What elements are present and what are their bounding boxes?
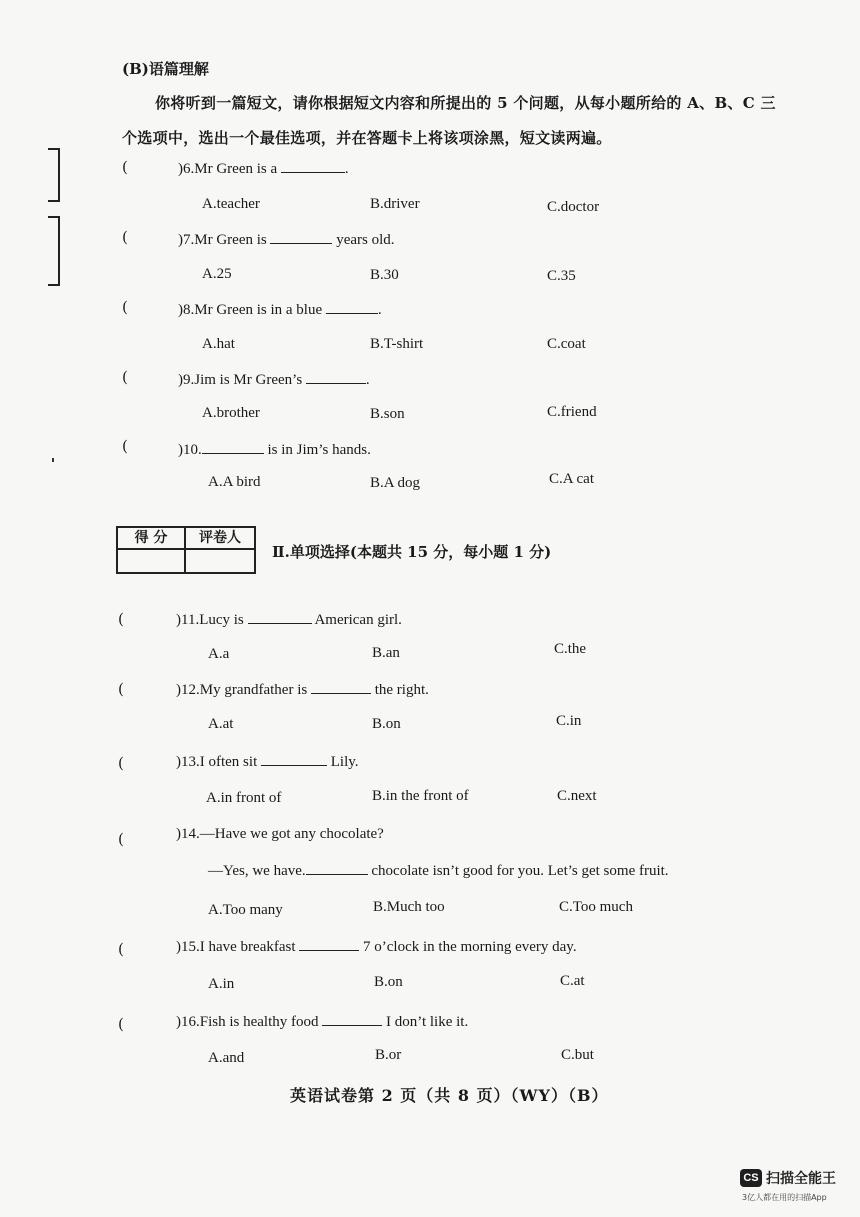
section-b-title: (B)语篇理解 [122,60,209,78]
section-2-title: Ⅱ.单项选择(本题共 15 分，每小题 1 分) [272,543,552,561]
page-footer: 英语试卷第 2 页（共 8 页）（WY）（B） [290,1086,609,1105]
answer-paren: ( [118,680,124,698]
answer-blank [311,681,371,694]
margin-dot [52,458,54,462]
margin-bracket [48,216,60,286]
answer-blank [202,441,264,454]
option-b: B.driver [370,196,420,212]
answer-paren: ( [118,610,124,628]
option-b: B.on [372,716,401,732]
score-table [116,526,256,574]
section-b-instructions-line1: 你将听到一篇短文，请你根据短文内容和所提出的 5 个问题，从每小题所给的 A、B、C 三 [155,94,776,112]
answer-paren: ( [118,1015,124,1033]
question-12-tail: the right. [370,682,429,698]
answer-blank [322,1013,382,1026]
option-a: A.and [208,1050,245,1066]
question-8-tail: . [377,302,382,318]
answer-blank [306,371,366,384]
option-b: B.A dog [370,475,421,491]
option-a: A.Too many [208,902,283,918]
answer-paren: ( [122,368,128,386]
answer-blank [326,301,378,314]
option-c: C.next [557,788,597,804]
option-b: B.on [374,974,403,990]
option-c: C.A cat [549,471,594,487]
question-10-tail: is in Jim’s hands. [263,442,371,458]
answer-paren: ( [122,158,128,176]
question-6-stem [178,160,349,178]
margin-bracket [48,148,60,202]
option-c: C.doctor [547,199,600,215]
question-6-tail: . [344,161,349,177]
cs-logo-icon: CS [740,1169,762,1187]
option-b: B.30 [370,267,399,283]
option-c: C.35 [547,268,576,284]
question-13-tail: Lily. [326,754,359,770]
option-a: A.25 [202,266,232,282]
question-7-stem [178,231,395,249]
question-9-text: )9.Jim is Mr Green’s [178,372,306,388]
question-14-reply-text: —Yes, we have. [208,863,306,879]
option-a: A.hat [202,336,235,352]
answer-blank [281,160,345,173]
option-a: A.A bird [208,474,261,490]
option-c: C.at [560,973,585,989]
option-c: C.friend [547,404,597,420]
question-13-text: )13.I often sit [176,754,261,770]
scanner-logo [740,1168,836,1188]
question-13-stem [176,753,359,771]
answer-paren: ( [118,940,124,958]
question-12-stem [176,681,429,699]
option-b: B.Much too [373,899,445,915]
option-a: A.in front of [206,790,282,806]
answer-paren: ( [122,437,128,455]
score-cell[interactable] [118,550,186,572]
question-16-stem [176,1013,468,1031]
question-16-text: )16.Fish is healthy food [176,1014,323,1030]
question-16-tail: I don’t like it. [382,1014,469,1030]
question-11-stem [176,611,402,629]
option-b: B.or [375,1047,402,1063]
option-b: B.an [372,645,400,661]
option-b: B.T-shirt [370,336,424,352]
option-a: A.at [208,716,234,732]
option-a: A.a [208,646,230,662]
option-c: C.in [556,713,582,729]
question-10-text: )10. [178,442,202,458]
question-12-text: )12.My grandfather is [176,682,311,698]
option-a: A.brother [202,405,260,421]
grader-header: 评卷人 [186,528,254,550]
question-14-reply-tail: chocolate isn’t good for you. Let’s get some fruit. [367,863,669,879]
answer-paren: ( [122,228,128,246]
scanner-app-name: 扫描全能王 [766,1171,836,1187]
option-b: B.son [370,406,405,422]
option-b: B.in the front of [372,788,469,804]
grader-cell[interactable] [186,550,254,572]
question-7-text: )7.Mr Green is [178,232,271,248]
question-9-tail: . [365,372,370,388]
question-14-stem: )14.—Have we got any chocolate? [176,826,384,842]
option-a: A.teacher [202,196,260,212]
section-b-instructions-line2: 个选项中，选出一个最佳选项，并在答题卡上将该项涂黑，短文读两遍。 [122,129,612,147]
question-15-stem [176,938,577,956]
question-8-text: )8.Mr Green is in a blue [178,302,326,318]
question-6-text: )6.Mr Green is a [178,161,281,177]
answer-paren: ( [122,298,128,316]
question-9-stem [178,371,370,389]
option-c: C.the [554,641,587,657]
option-c: C.coat [547,336,586,352]
question-14-reply [208,862,669,880]
question-15-tail: 7 o’clock in the morning every day. [359,939,577,955]
scanner-tagline: 3亿人都在用的扫描App [742,1193,827,1202]
answer-blank [270,231,332,244]
answer-blank [299,938,359,951]
answer-paren: ( [118,754,124,772]
question-7-tail: years old. [332,232,395,248]
question-15-text: )15.I have breakfast [176,939,300,955]
question-11-text: )11.Lucy is [176,612,248,628]
question-11-tail: American girl. [311,612,402,628]
question-8-stem [178,301,382,319]
score-header: 得 分 [118,528,186,550]
answer-blank [248,611,312,624]
answer-blank [261,753,327,766]
question-10-stem [178,441,371,459]
option-c: C.but [561,1047,594,1063]
option-a: A.in [208,976,235,992]
answer-blank [306,862,368,875]
answer-paren: ( [118,830,124,848]
option-c: C.Too much [559,899,633,915]
